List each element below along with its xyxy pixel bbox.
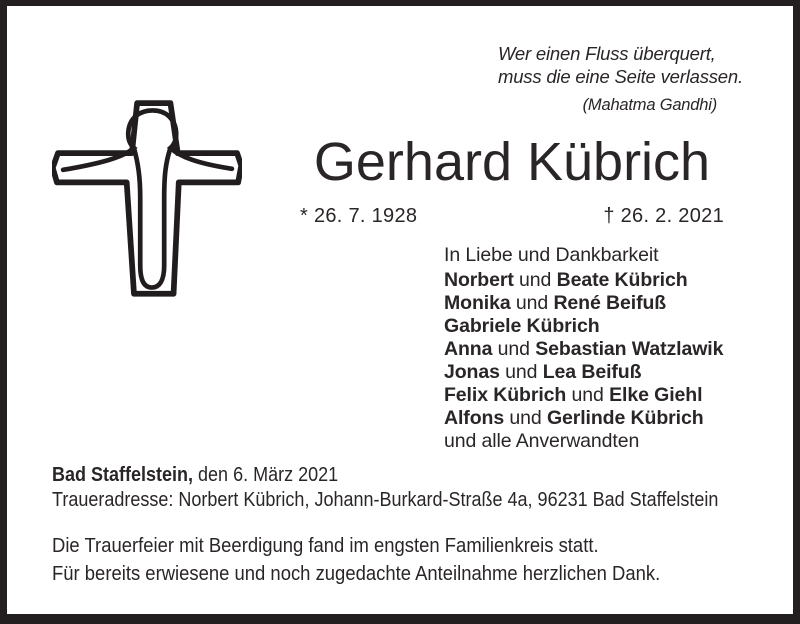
- quote-line-1: Wer einen Fluss überquert,: [498, 43, 716, 64]
- closing-block: [52, 532, 660, 587]
- closing-line-2: Für bereits erwiesene und noch zugedachte Anteilnahme herzlichen Dank.: [52, 561, 661, 585]
- deceased-name: Gerhard Kübrich: [313, 132, 711, 192]
- mourner-line: Alfons und Gerlinde Kübrich: [444, 407, 704, 429]
- mourner-line: Norbert und Beate Kübrich: [444, 269, 688, 291]
- quote-line-2: muss die eine Seite verlassen.: [498, 66, 743, 87]
- city-name: Bad Staffelstein,: [52, 464, 194, 486]
- mourners-outro: und alle Anverwandten: [444, 430, 640, 452]
- mourner-line: Gabriele Kübrich: [444, 315, 600, 337]
- mourners-block: [444, 244, 723, 453]
- memorial-cross-icon: [52, 99, 242, 299]
- life-dates: [300, 205, 724, 228]
- mourner-line: Monika und René Beifuß: [444, 292, 667, 314]
- address-block: [52, 463, 718, 512]
- mourner-line: Anna und Sebastian Watzlawik: [444, 338, 724, 360]
- death-date: † 26. 2. 2021: [603, 205, 724, 227]
- mourner-lines: [444, 269, 723, 430]
- quote-block: [498, 42, 743, 117]
- mourner-line: Felix Kübrich und Elke Giehl: [444, 384, 703, 406]
- mourning-address-line: Traueradresse: Norbert Kübrich, Johann-Burkard-Straße 4a, 96231 Bad Staffelstein: [52, 488, 719, 511]
- birth-date: * 26. 7. 1928: [300, 205, 418, 227]
- mourner-line: Jonas und Lea Beifuß: [444, 361, 642, 383]
- notice-date: den 6. März 2021: [198, 464, 339, 486]
- city-date-line: [52, 463, 718, 488]
- quote-attribution: (Mahatma Gandhi): [582, 96, 717, 114]
- closing-line-1: Die Trauerfeier mit Beerdigung fand im engsten Familienkreis statt.: [52, 534, 599, 557]
- mourners-intro: In Liebe und Dankbarkeit: [444, 244, 659, 266]
